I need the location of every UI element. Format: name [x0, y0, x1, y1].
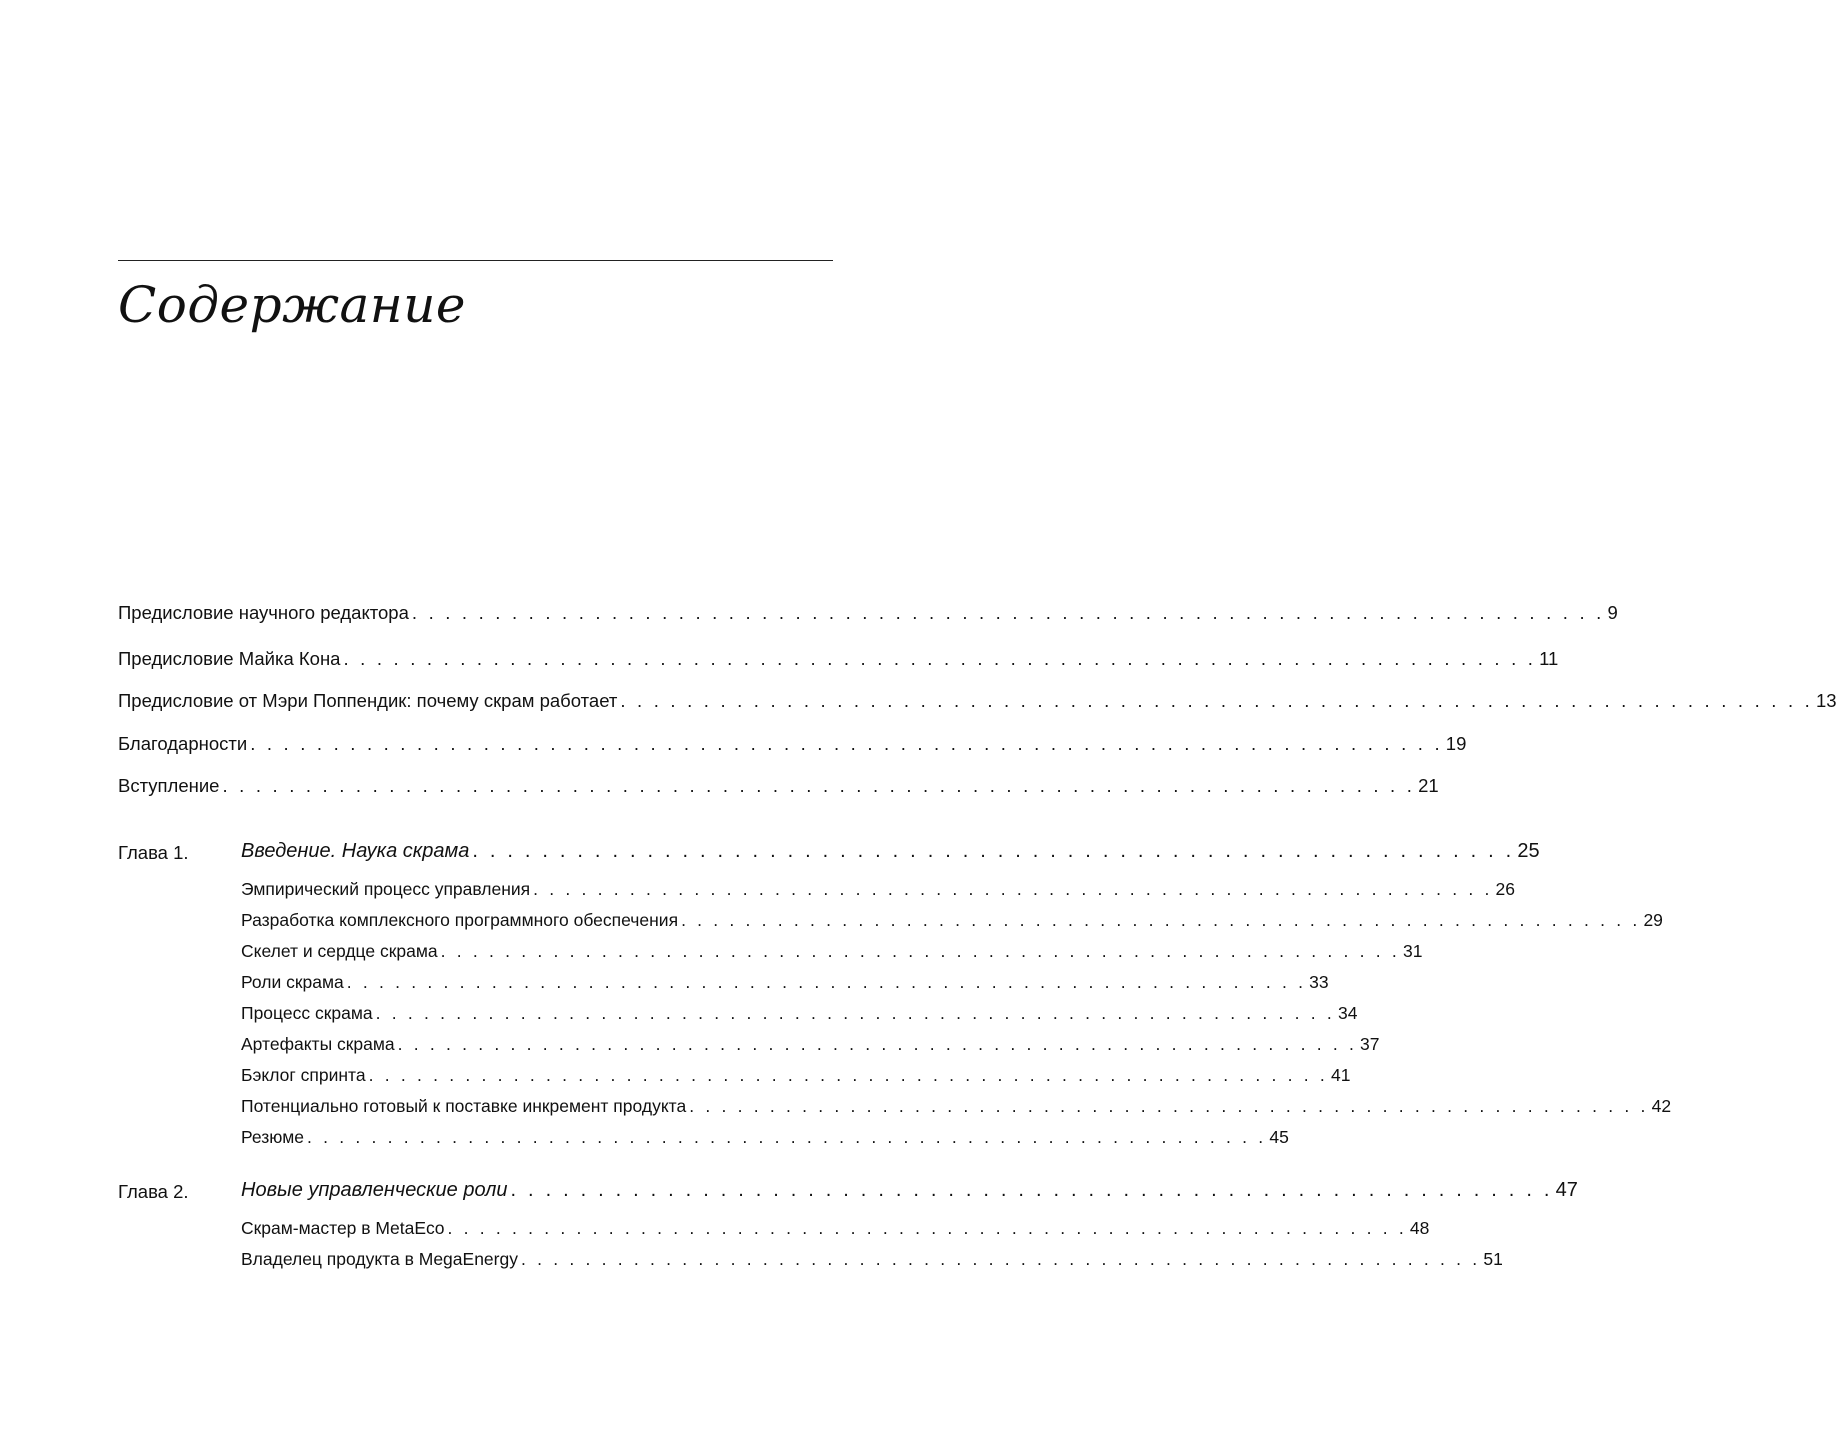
chapter-title: Новые управленческие роли	[241, 1179, 508, 1201]
section-page: 51	[1483, 1249, 1503, 1269]
section-page: 42	[1651, 1096, 1672, 1116]
section-label: Резюме	[241, 1127, 304, 1147]
section-page: 37	[1360, 1034, 1380, 1054]
section-entry[interactable]	[241, 1249, 1503, 1270]
toc-entry-page: 13	[1815, 690, 1837, 711]
toc-entry[interactable]	[118, 733, 1467, 755]
title-rule	[118, 260, 833, 261]
leader-dots: . . . . . . . . . . . . . . . . . . . . . . . . . . . . . . . . . . . . . . . . . . . . . . . . . . . . . . . . . . . .	[510, 1179, 1553, 1201]
section-entry[interactable]	[241, 941, 1423, 962]
toc-entry-page: 19	[1445, 733, 1467, 754]
section-page: 45	[1269, 1127, 1289, 1147]
section-entry[interactable]	[241, 1127, 1289, 1148]
chapter-number: Глава 2.	[118, 1181, 189, 1202]
section-page: 48	[1409, 1218, 1430, 1238]
section-label: Роли скрама	[241, 972, 344, 992]
toc-entry-label: Вступление	[118, 775, 220, 796]
chapter-number: Глава 1.	[118, 842, 189, 863]
section-label: Эмпирический процесс управления	[241, 879, 531, 899]
section-page: 33	[1309, 972, 1329, 992]
leader-dots: . . . . . . . . . . . . . . . . . . . . . . . . . . . . . . . . . . . . . . . . . . . . . . . . . . . . . . . . . . . .	[368, 1065, 1328, 1085]
toc-entry[interactable]	[118, 648, 1559, 670]
toc-entry-page: 9	[1607, 602, 1618, 623]
chapter-entry[interactable]	[241, 840, 1540, 863]
toc-entry-label: Благодарности	[118, 733, 248, 754]
section-label: Скелет и сердце скрама	[241, 941, 438, 961]
leader-dots: . . . . . . . . . . . . . . . . . . . . . . . . . . . . . . . . . . . . . . . . . . . . . . . . . . . . . . . . . . . . . . . . . . . . . . . .	[620, 690, 1813, 711]
leader-dots: . . . . . . . . . . . . . . . . . . . . . . . . . . . . . . . . . . . . . . . . . . . . . . . . . . . . . . . . . . . .	[520, 1249, 1481, 1269]
section-entry[interactable]	[241, 910, 1663, 931]
toc-entry-label: Предисловие от Мэри Поппендик: почему скрам работает	[118, 690, 618, 711]
section-label: Владелец продукта в MegaEnergy	[241, 1249, 518, 1269]
section-entry[interactable]	[241, 1003, 1358, 1024]
section-page: 26	[1495, 879, 1516, 899]
toc-entry-page: 21	[1418, 775, 1439, 796]
toc-entry[interactable]	[118, 690, 1837, 712]
chapter-page: 25	[1517, 840, 1540, 862]
section-label: Бэклог спринта	[241, 1065, 366, 1085]
leader-dots: . . . . . . . . . . . . . . . . . . . . . . . . . . . . . . . . . . . . . . . . . . . . . . . . . . . . . . . . . . . . . . . . . . . . . . . .	[343, 648, 1537, 669]
leader-dots: . . . . . . . . . . . . . . . . . . . . . . . . . . . . . . . . . . . . . . . . . . . . . . . . . . . . . . . . . . . .	[375, 1003, 1335, 1023]
toc-entry-label: Предисловие научного редактора	[118, 602, 409, 623]
leader-dots: . . . . . . . . . . . . . . . . . . . . . . . . . . . . . . . . . . . . . . . . . . . . . . . . . . . . . . . . . . . . . . . . . . . . . . . .	[222, 775, 1416, 796]
section-entry[interactable]	[241, 1034, 1380, 1055]
section-label: Скрам-мастер в MetaEco	[241, 1218, 445, 1238]
section-entry[interactable]	[241, 1065, 1351, 1086]
section-page: 41	[1331, 1065, 1351, 1085]
section-label: Разработка комплексного программного обеспечения	[241, 910, 679, 930]
leader-dots: . . . . . . . . . . . . . . . . . . . . . . . . . . . . . . . . . . . . . . . . . . . . . . . . . . . . . . . . . . . .	[472, 840, 1515, 862]
section-entry[interactable]	[241, 1096, 1672, 1117]
leader-dots: . . . . . . . . . . . . . . . . . . . . . . . . . . . . . . . . . . . . . . . . . . . . . . . . . . . . . . . . . . . .	[306, 1127, 1267, 1147]
section-label: Артефакты скрама	[241, 1034, 395, 1054]
leader-dots: . . . . . . . . . . . . . . . . . . . . . . . . . . . . . . . . . . . . . . . . . . . . . . . . . . . . . . . . . . . . . . . . . . . . . . . .	[250, 733, 1443, 754]
section-page: 31	[1403, 941, 1423, 961]
page-title: Содержание	[118, 276, 467, 334]
chapter-page: 47	[1555, 1179, 1578, 1201]
toc-entry[interactable]	[118, 602, 1618, 624]
section-entry[interactable]	[241, 1218, 1430, 1239]
section-entry[interactable]	[241, 879, 1516, 900]
leader-dots: . . . . . . . . . . . . . . . . . . . . . . . . . . . . . . . . . . . . . . . . . . . . . . . . . . . . . . . . . . . .	[397, 1034, 1358, 1054]
leader-dots: . . . . . . . . . . . . . . . . . . . . . . . . . . . . . . . . . . . . . . . . . . . . . . . . . . . . . . . . . . . . . . . . . . . . . . . .	[411, 602, 1605, 623]
toc-entry-page: 11	[1539, 648, 1559, 669]
leader-dots: . . . . . . . . . . . . . . . . . . . . . . . . . . . . . . . . . . . . . . . . . . . . . . . . . . . . . . . . . . . .	[689, 1096, 1649, 1116]
chapter-title: Введение. Наука скрама	[241, 840, 470, 862]
toc-entry[interactable]	[118, 775, 1439, 797]
section-label: Процесс скрама	[241, 1003, 373, 1023]
leader-dots: . . . . . . . . . . . . . . . . . . . . . . . . . . . . . . . . . . . . . . . . . . . . . . . . . . . . . . . . . . . .	[681, 910, 1641, 930]
leader-dots: . . . . . . . . . . . . . . . . . . . . . . . . . . . . . . . . . . . . . . . . . . . . . . . . . . . . . . . . . . . .	[447, 1218, 1407, 1238]
section-page: 34	[1338, 1003, 1358, 1023]
leader-dots: . . . . . . . . . . . . . . . . . . . . . . . . . . . . . . . . . . . . . . . . . . . . . . . . . . . . . . . . . . . .	[346, 972, 1307, 992]
leader-dots: . . . . . . . . . . . . . . . . . . . . . . . . . . . . . . . . . . . . . . . . . . . . . . . . . . . . . . . . . . . .	[533, 879, 1493, 899]
section-label: Потенциально готовый к поставке инкремент продукта	[241, 1096, 687, 1116]
toc-entry-label: Предисловие Майка Кона	[118, 648, 341, 669]
chapter-entry[interactable]	[241, 1179, 1578, 1202]
section-page: 29	[1643, 910, 1663, 930]
leader-dots: . . . . . . . . . . . . . . . . . . . . . . . . . . . . . . . . . . . . . . . . . . . . . . . . . . . . . . . . . . . .	[440, 941, 1400, 961]
section-entry[interactable]	[241, 972, 1329, 993]
